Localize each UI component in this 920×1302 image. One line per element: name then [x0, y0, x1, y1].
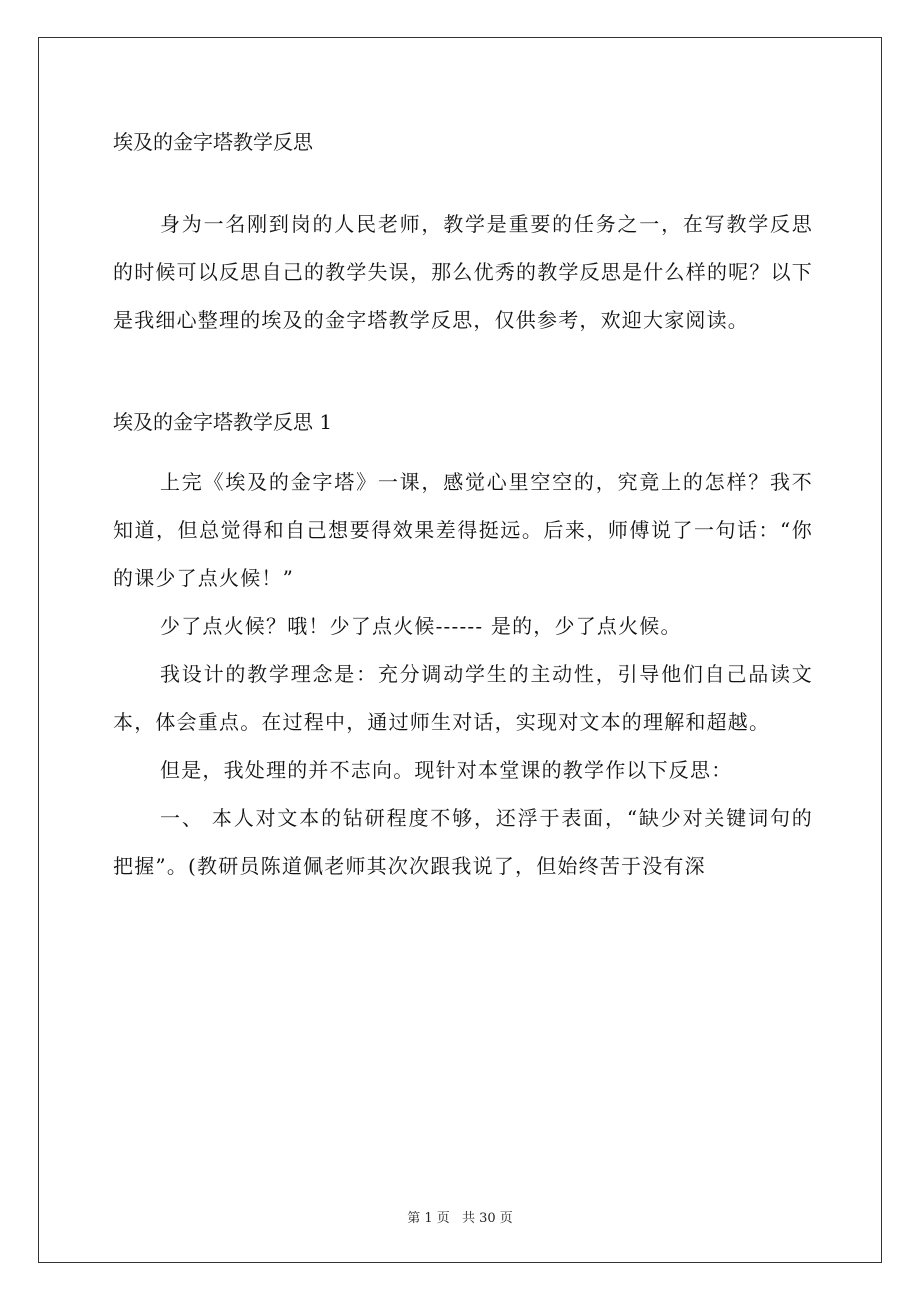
- body-paragraph: 上完《埃及的金字塔》一课，感觉心里空空的，究竟上的怎样？我不知道，但总觉得和自己想要得效果差得挺远。后来，师傅说了一句话：“你的课少了点火候！”: [113, 470, 813, 590]
- body-paragraph: 少了点火候？哦！少了点火候------ 是的，少了点火候。: [160, 614, 682, 638]
- page-total: 共 30 页: [461, 1211, 513, 1226]
- body-paragraph: 一、 本人对文本的钻研程度不够，还浮于表面，“缺少对关键词句的把握”。(教研员陈道佩老师其次次跟我说了，但始终苦于没有深: [113, 806, 813, 878]
- section-title: 埃及的金字塔教学反思 1: [113, 410, 333, 434]
- intro-paragraph: 身为一名刚到岗的人民老师，教学是重要的任务之一，在写教学反思的时候可以反思自己的教学失误，那么优秀的教学反思是什么样的呢？以下是我细心整理的埃及的金字塔教学反思，仅供参考，欢迎大家阅读。: [113, 212, 813, 332]
- body-paragraph: 我设计的教学理念是：充分调动学生的主动性，引导他们自己品读文本，体会重点。在过程中，通过师生对话，实现对文本的理解和超越。: [113, 662, 813, 734]
- section-gap: [113, 344, 813, 398]
- body-paragraph: 但是，我处理的并不志向。现针对本堂课的教学作以下反思：: [160, 758, 733, 782]
- document-body: [113, 118, 813, 890]
- page-number: 第 1 页: [407, 1211, 450, 1226]
- document-title: 埃及的金字塔教学反思: [113, 130, 313, 154]
- page-footer: [0, 1207, 920, 1226]
